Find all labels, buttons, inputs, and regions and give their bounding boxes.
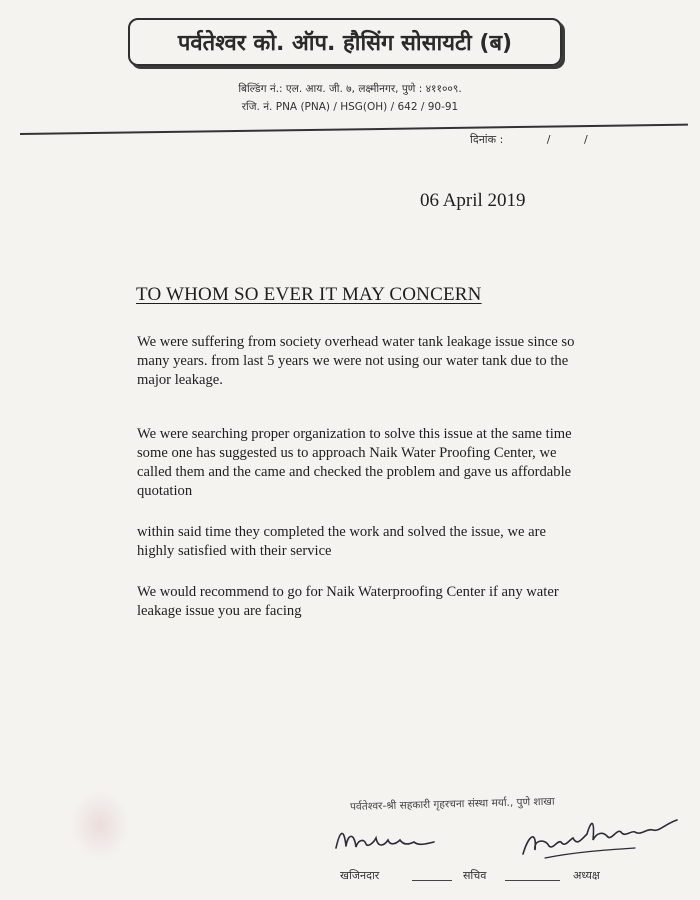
paper-stain [70,790,130,860]
registration-number: रजि. नं. PNA (PNA) / HSG(OH) / 642 / 90-91 [241,101,459,113]
society-name: पर्वतेश्वर को. ऑप. हौसिंग सोसायटी (ब) [177,31,513,56]
treasurer-signature [330,820,450,860]
paragraph-3: within said time they completed the work and solved the issue, we are highly satisfied with their service [137,524,546,559]
date-field-label: दिनांक : [470,133,504,146]
secretary-label: सचिव [463,869,487,882]
date-field [470,132,588,147]
treasurer-sign-line [412,880,452,881]
stamp-organization: पर्वतेश्वर-श्री सहकारी गृहरचना संस्था मर्या., पुणे शाखा [349,795,555,813]
letterhead-box [128,18,562,66]
chairman-label: अध्यक्ष [573,869,600,882]
date-field-blanks: / / [546,133,588,146]
secretary-sign-line [505,880,560,881]
treasurer-label: खजिनदार [340,869,380,882]
chairman-signature [515,810,685,865]
society-address: बिल्डिंग नं.: एल. आय. जी. ७, लक्ष्मीनगर, पुणे : ४११००९. [238,83,462,95]
letter-heading: TO WHOM SO EVER IT MAY CONCERN [136,284,482,305]
paragraph-2: We were searching proper organization to solve this issue at the same time some one has suggested us to approach Naik Water Proofing Center, we called them and the came and checked the problem and gave us affordable quotation [137,426,572,499]
letter-date: 06 April 2019 [420,190,526,211]
paragraph-1: We were suffering from society overhead water tank leakage issue since so many years. from last 5 years we were not using our water tank due to the major leakage. [137,334,575,388]
paragraph-4: We would recommend to go for Naik Waterproofing Center if any water leakage issue you are facing [137,584,559,619]
